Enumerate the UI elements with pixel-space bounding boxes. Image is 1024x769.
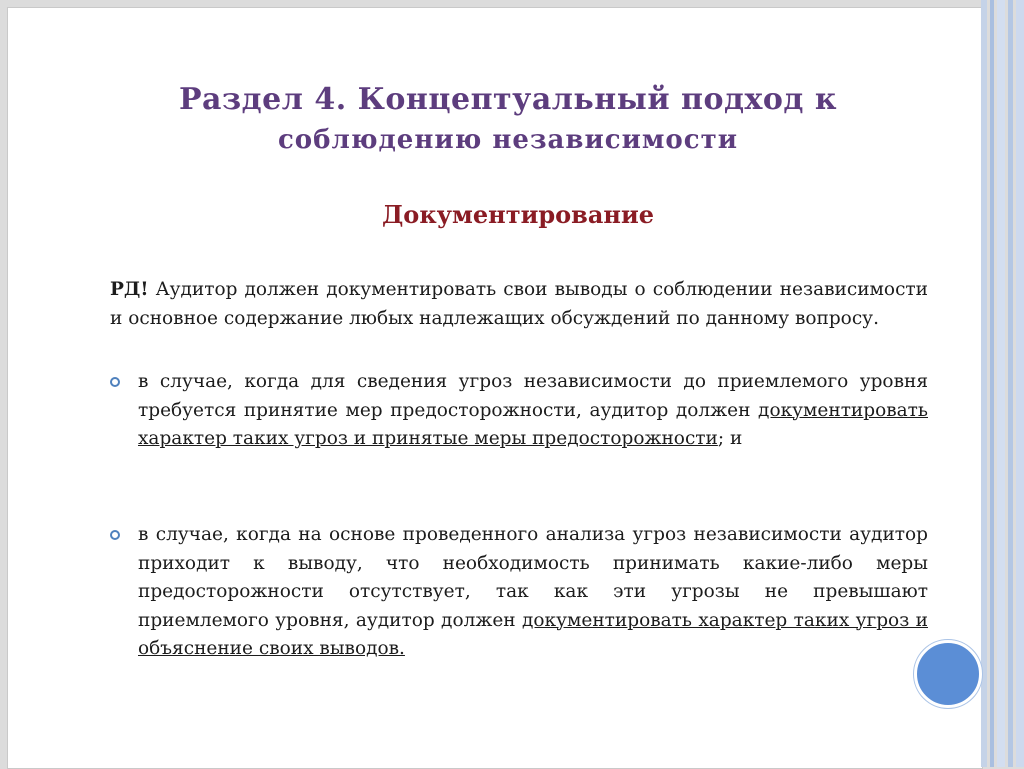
slide: [7, 7, 983, 769]
title-line-1: Раздел 4. Концептуальный подход к: [179, 82, 837, 117]
bullet-1-plain: в случае, когда для сведения угроз независимости до приемлемого уровня требуется принятие мер предосторожности, аудитор должен: [138, 371, 928, 421]
bullet-item-1: [110, 368, 928, 454]
bullet-2-underlined: документировать характер таких угроз и объяснение своих выводов.: [138, 609, 928, 659]
stripe: [981, 0, 987, 767]
bullet-2-plain: в случае, когда на основе проведенного анализа угроз независимости аудитор приходит к выводу, что необходимость принимать какие-либо меры предосторожности отсутствует, так как эти угрозы не превышают приемлемого уровня, аудитор должен: [138, 524, 928, 631]
decorative-circle: [914, 640, 982, 708]
stripe: [990, 0, 994, 767]
bullet-text-2: [138, 521, 928, 664]
stripe: [997, 0, 1005, 767]
title-line-2: соблюдению независимости: [277, 125, 739, 155]
intro-paragraph: [110, 276, 928, 333]
section-subtitle: Документирование: [381, 200, 655, 229]
decorative-stripes: [981, 0, 1024, 767]
stripe: [1008, 0, 1013, 767]
rd-label: РД!: [110, 279, 149, 300]
stripe: [1016, 0, 1024, 767]
bullet-text-1: [138, 368, 928, 454]
intro-text: Аудитор должен документировать свои выводы о соблюдении независимости и основное содержание любых надлежащих обсуждений по данному вопросу.: [110, 279, 928, 329]
bullet-1-tail: ; и: [717, 428, 743, 449]
bullet-icon: [110, 377, 120, 387]
bullet-icon: [110, 530, 120, 540]
bullet-1-underlined: документировать характер таких угроз и принятые меры предосторожности: [138, 399, 928, 449]
slide-title: [58, 80, 958, 160]
bullet-item-2: [110, 521, 928, 664]
